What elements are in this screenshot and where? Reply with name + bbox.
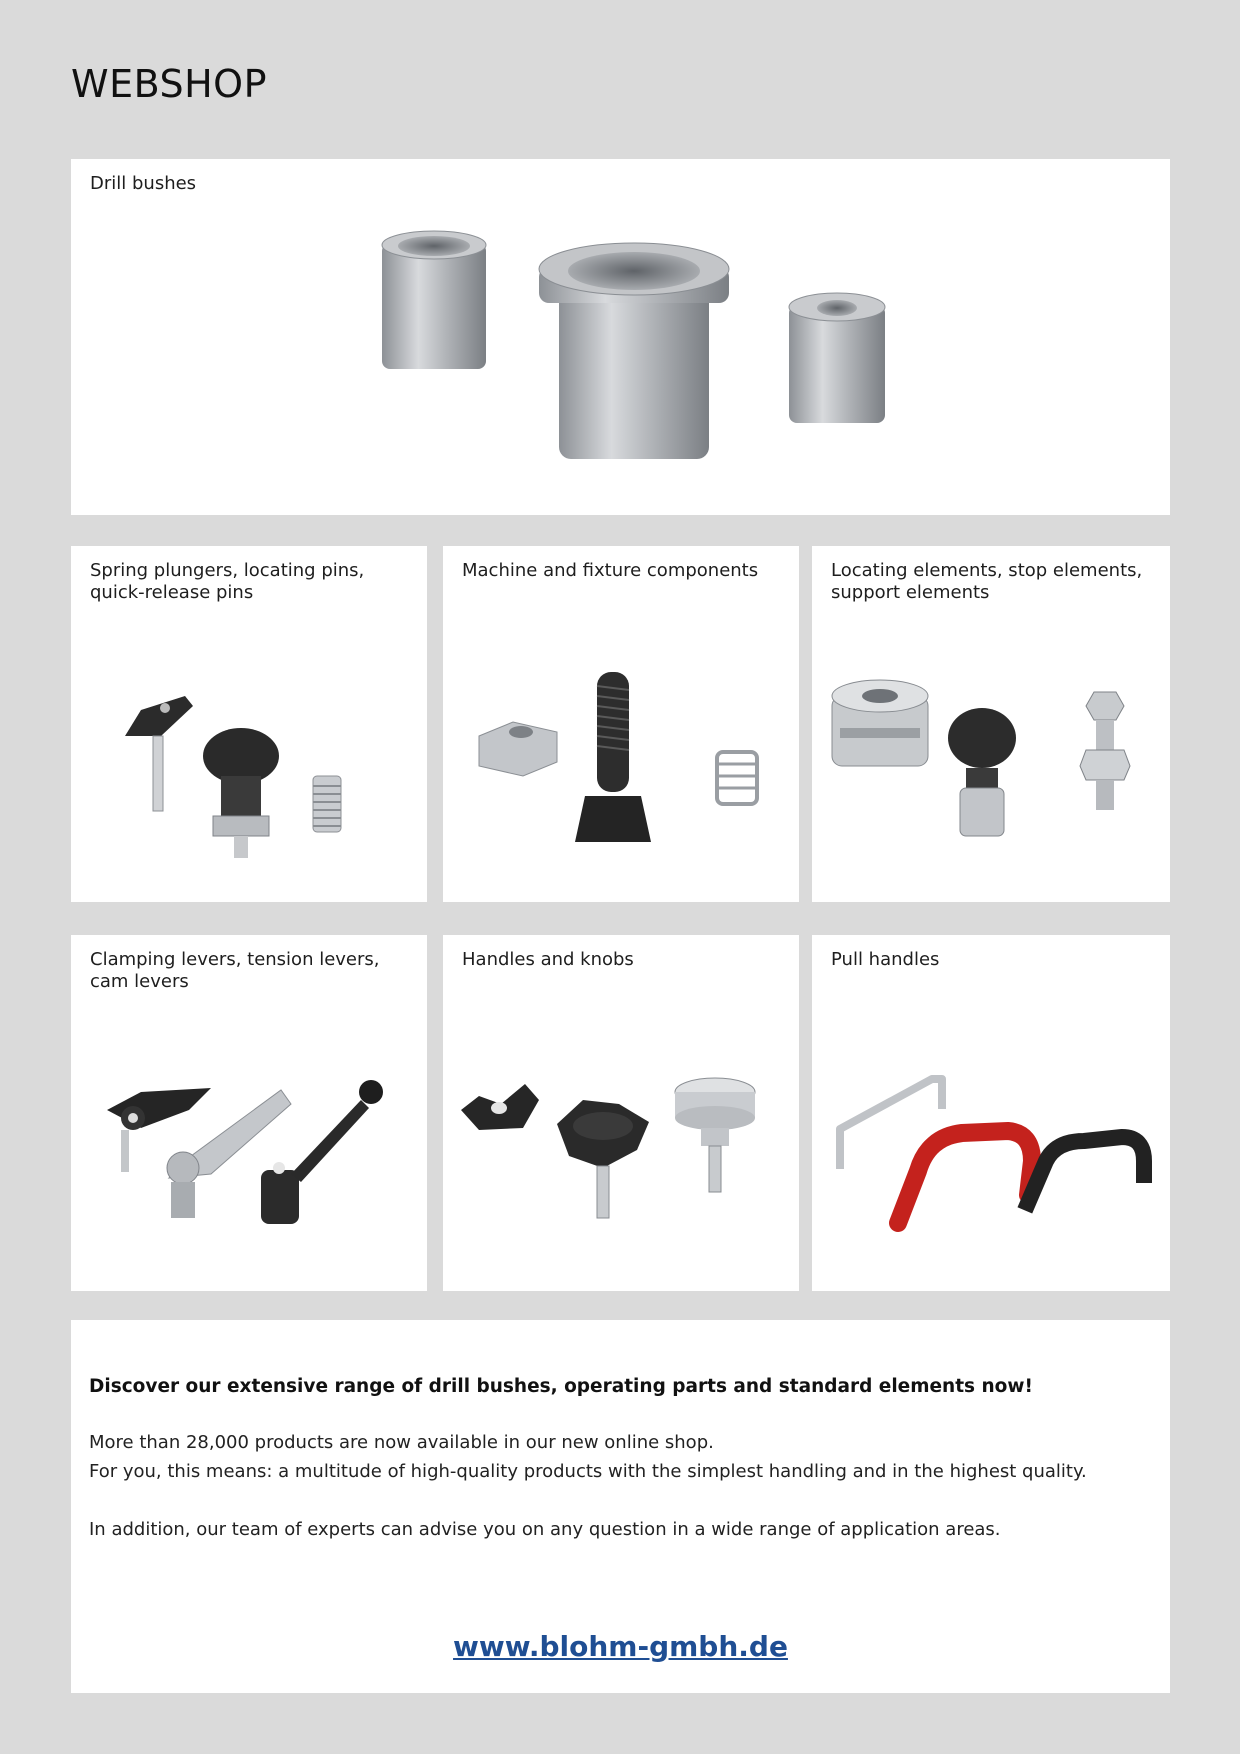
spring-plungers-image xyxy=(121,666,381,876)
info-headline: Discover our extensive range of drill bushes, operating parts and standard elements now! xyxy=(89,1376,1033,1397)
category-card-pull-handles[interactable] xyxy=(812,935,1170,1291)
category-label: Pull handles xyxy=(831,949,940,970)
category-card-handles-knobs[interactable] xyxy=(443,935,799,1291)
drill-bushes-image xyxy=(371,229,891,489)
category-card-spring-plungers[interactable] xyxy=(71,546,427,902)
category-label: Spring plungers, locating pins, quick-release pins xyxy=(90,560,365,603)
handles-knobs-image xyxy=(459,1070,789,1270)
info-line-experts: In addition, our team of experts can advise you on any question in a wide range of application areas. xyxy=(89,1519,1001,1540)
pull-handles-image xyxy=(832,1075,1162,1275)
category-card-locating-elements[interactable] xyxy=(812,546,1170,902)
category-label: Machine and fixture components xyxy=(462,560,759,581)
info-line-benefits: For you, this means: a multitude of high-quality products with the simplest handling and in the highest quality. xyxy=(89,1461,1087,1482)
website-link[interactable]: www.blohm-gmbh.de xyxy=(453,1630,788,1663)
category-card-clamping-levers[interactable] xyxy=(71,935,427,1291)
info-line-products: More than 28,000 products are now available in our new online shop. xyxy=(89,1432,714,1453)
machine-components-image xyxy=(473,666,773,866)
clamping-levers-image xyxy=(101,1070,421,1270)
category-label: Handles and knobs xyxy=(462,949,634,970)
info-card xyxy=(71,1320,1170,1693)
category-label: Drill bushes xyxy=(90,173,197,194)
page-title: WEBSHOP xyxy=(71,62,268,106)
category-card-drill-bushes[interactable] xyxy=(71,159,1170,515)
category-label: Clamping levers, tension levers, cam levers xyxy=(90,949,380,992)
category-card-machine-components[interactable] xyxy=(443,546,799,902)
category-label: Locating elements, stop elements, support elements xyxy=(831,560,1143,603)
locating-elements-image xyxy=(826,676,1156,876)
